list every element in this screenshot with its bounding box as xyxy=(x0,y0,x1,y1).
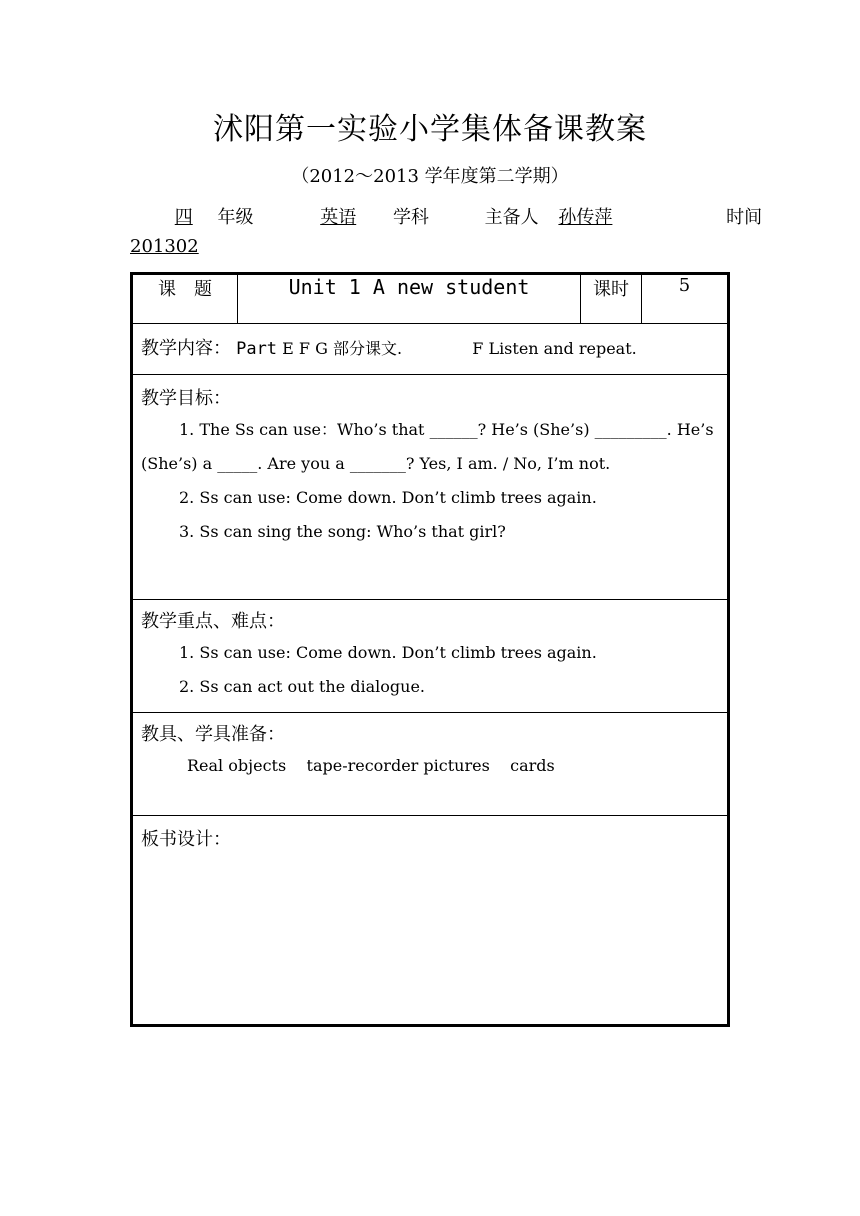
subject-label: 学科 xyxy=(392,207,429,228)
objective-item: 1. The Ss can use：Who’s that ______? He’s (She’s) _________. He’s xyxy=(179,420,714,439)
objectives-row xyxy=(132,375,729,600)
materials-cell xyxy=(133,713,727,791)
board-label: 板书设计： xyxy=(141,829,231,850)
topic-label: 课 题 xyxy=(132,274,238,324)
board-cell xyxy=(133,816,727,862)
subject-value: 英语 xyxy=(320,207,357,228)
objective-item: (She’s) a _____. Are you a _______? Yes, I am. / No, I’m not. xyxy=(141,454,611,473)
content-row xyxy=(132,324,729,375)
lesson-plan-table xyxy=(130,272,730,1027)
document-subtitle: （2012～2013 学年度第二学期） xyxy=(291,166,569,187)
topic-value: Unit 1 A new student xyxy=(238,274,581,324)
materials-value: Real objects tape-recorder pictures cards xyxy=(187,756,555,775)
preparer-label: 主备人 xyxy=(484,207,539,228)
materials-label: 教具、学具准备： xyxy=(141,724,285,745)
content-extra: F Listen and repeat. xyxy=(472,339,637,358)
content-part: Part xyxy=(236,339,278,359)
document-title: 沭阳第一实验小学集体备课教案 xyxy=(213,112,647,147)
time-value: 201302 xyxy=(130,236,199,257)
objectives-label: 教学目标： xyxy=(141,388,231,409)
time-label: 时间 xyxy=(726,207,763,228)
materials-row xyxy=(132,713,729,816)
preparer-value: 孙传萍 xyxy=(558,207,613,228)
key-point-item: 1. Ss can use: Come down. Don’t climb trees again. xyxy=(179,643,597,662)
period-label: 课时 xyxy=(581,274,642,324)
objective-item: 3. Ss can sing the song: Who’s that girl? xyxy=(179,522,506,541)
board-row xyxy=(132,816,729,1026)
grade-label: 年级 xyxy=(217,207,254,228)
content-cell xyxy=(133,335,727,363)
key-points-label: 教学重点、难点： xyxy=(141,611,285,632)
meta-line xyxy=(130,203,763,229)
content-label: 教学内容： xyxy=(141,338,231,359)
content-detail: E F G 部分课文. xyxy=(282,339,403,358)
topic-row xyxy=(132,274,729,324)
grade-value: 四 xyxy=(174,207,193,228)
objectives-cell xyxy=(133,375,727,557)
key-point-item: 2. Ss can act out the dialogue. xyxy=(179,677,426,696)
period-value: 5 xyxy=(642,274,729,324)
key-points-cell xyxy=(133,600,727,712)
key-points-row xyxy=(132,600,729,713)
objective-item: 2. Ss can use: Come down. Don’t climb trees again. xyxy=(179,488,597,507)
